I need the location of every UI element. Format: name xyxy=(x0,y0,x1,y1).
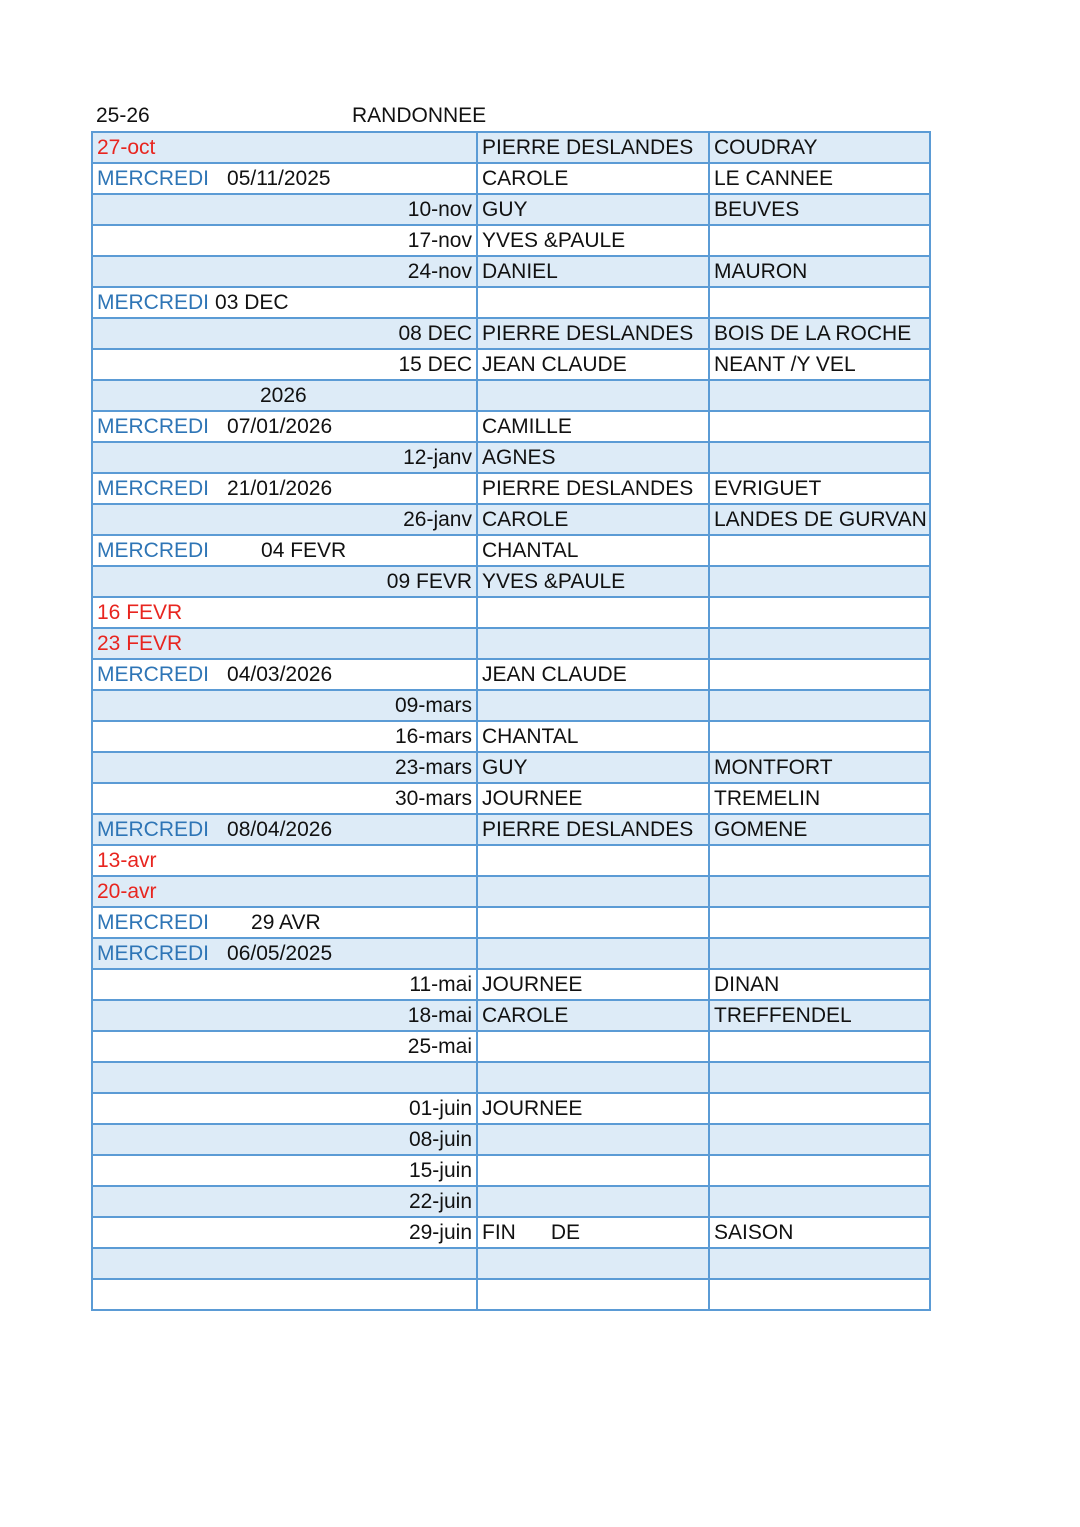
date-text: 08-juin xyxy=(408,1128,472,1151)
date-cell[interactable] xyxy=(92,690,477,721)
leader-cell[interactable] xyxy=(477,1279,709,1310)
place-cell[interactable] xyxy=(709,907,930,938)
date-cell[interactable] xyxy=(92,845,477,876)
date-text: 22-juin xyxy=(408,1190,472,1213)
leader-cell[interactable] xyxy=(477,690,709,721)
date-cell[interactable] xyxy=(92,380,477,411)
weekday-label: MERCREDI xyxy=(97,942,210,965)
schedule-row xyxy=(92,1248,930,1279)
hiking-schedule-table xyxy=(91,131,931,1311)
date-text: 12-janv xyxy=(403,446,472,469)
date-text: 24-nov xyxy=(407,260,472,283)
weekday-label: MERCREDI xyxy=(97,663,210,686)
date-cell[interactable] xyxy=(92,132,477,163)
date-text: 30-mars xyxy=(394,787,472,810)
date-text: 08/04/2026 xyxy=(227,818,333,841)
place-cell[interactable] xyxy=(709,659,930,690)
weekday-label: MERCREDI xyxy=(97,415,210,438)
schedule-row xyxy=(92,473,930,504)
date-text: 26-janv xyxy=(403,508,472,531)
leader-cell[interactable] xyxy=(477,1124,709,1155)
date-text: 09 FEVR xyxy=(386,570,472,593)
leader-cell[interactable]: CHANTAL xyxy=(477,721,709,752)
date-text: 09-mars xyxy=(394,694,472,717)
schedule-row xyxy=(92,938,930,969)
date-cell[interactable] xyxy=(92,1062,477,1093)
date-text: 04/03/2026 xyxy=(227,663,333,686)
date-cell[interactable] xyxy=(92,287,477,318)
leader-cell[interactable] xyxy=(477,628,709,659)
leader-cell[interactable]: JOURNEE xyxy=(477,1093,709,1124)
date-cell[interactable] xyxy=(92,907,477,938)
place-cell[interactable] xyxy=(709,1155,930,1186)
schedule-row xyxy=(92,783,930,814)
leader-cell[interactable]: JOURNEE xyxy=(477,783,709,814)
sheet-header xyxy=(96,101,926,131)
date-cell[interactable] xyxy=(92,1031,477,1062)
date-text: 16-mars xyxy=(394,725,472,748)
date-text: 29 AVR xyxy=(251,911,321,934)
schedule-row xyxy=(92,814,930,845)
date-text: 29-juin xyxy=(408,1221,472,1244)
place-cell[interactable]: BEUVES xyxy=(709,194,930,225)
date-cell[interactable] xyxy=(92,1124,477,1155)
leader-cell[interactable] xyxy=(477,1062,709,1093)
date-cell[interactable] xyxy=(92,752,477,783)
date-cell[interactable] xyxy=(92,442,477,473)
leader-cell[interactable]: YVES &PAULE xyxy=(477,566,709,597)
place-cell[interactable] xyxy=(709,1093,930,1124)
schedule-row xyxy=(92,504,930,535)
schedule-row xyxy=(92,411,930,442)
place-cell[interactable]: COUDRAY xyxy=(709,132,930,163)
date-text: 08 DEC xyxy=(398,322,472,345)
place-cell[interactable] xyxy=(709,876,930,907)
date-cell[interactable] xyxy=(92,566,477,597)
place-cell[interactable]: MAURON xyxy=(709,256,930,287)
schedule-row xyxy=(92,380,930,411)
date-text: 10-nov xyxy=(407,198,472,221)
schedule-row xyxy=(92,690,930,721)
schedule-row xyxy=(92,752,930,783)
weekday-label: MERCREDI xyxy=(97,291,210,314)
leader-cell[interactable] xyxy=(477,287,709,318)
date-text: 23 FEVR xyxy=(97,632,183,655)
date-text: 05/11/2025 xyxy=(227,167,331,190)
date-cell[interactable] xyxy=(92,1279,477,1310)
schedule-row xyxy=(92,1062,930,1093)
place-cell[interactable] xyxy=(709,690,930,721)
leader-cell[interactable]: PIERRE DESLANDES xyxy=(477,814,709,845)
leader-cell[interactable]: CHANTAL xyxy=(477,535,709,566)
date-cell[interactable] xyxy=(92,1186,477,1217)
weekday-label: MERCREDI xyxy=(97,477,210,500)
sheet-title: RANDONNEE xyxy=(352,104,487,127)
leader-cell[interactable]: JEAN CLAUDE xyxy=(477,659,709,690)
leader-cell[interactable]: CAROLE xyxy=(477,504,709,535)
leader-cell[interactable]: PIERRE DESLANDES xyxy=(477,318,709,349)
schedule-row xyxy=(92,163,930,194)
leader-cell[interactable]: GUY xyxy=(477,194,709,225)
leader-cell[interactable]: JEAN CLAUDE xyxy=(477,349,709,380)
date-cell[interactable] xyxy=(92,1248,477,1279)
schedule-row xyxy=(92,907,930,938)
place-cell[interactable]: EVRIGUET xyxy=(709,473,930,504)
place-cell[interactable] xyxy=(709,1279,930,1310)
schedule-row xyxy=(92,721,930,752)
schedule-row xyxy=(92,1279,930,1310)
place-cell[interactable] xyxy=(709,628,930,659)
schedule-row xyxy=(92,287,930,318)
schedule-row xyxy=(92,1093,930,1124)
schedule-row xyxy=(92,1186,930,1217)
date-cell[interactable] xyxy=(92,597,477,628)
date-cell[interactable] xyxy=(92,411,477,442)
schedule-row xyxy=(92,1031,930,1062)
leader-cell[interactable]: AGNES xyxy=(477,442,709,473)
schedule-row xyxy=(92,566,930,597)
date-cell[interactable] xyxy=(92,1217,477,1248)
weekday-label: MERCREDI xyxy=(97,167,210,190)
date-text: 25-mai xyxy=(407,1035,472,1058)
leader-cell[interactable] xyxy=(477,907,709,938)
place-cell[interactable] xyxy=(709,380,930,411)
date-text: 01-juin xyxy=(408,1097,472,1120)
place-cell[interactable] xyxy=(709,287,930,318)
schedule-row xyxy=(92,628,930,659)
date-cell[interactable] xyxy=(92,721,477,752)
date-text: 18-mai xyxy=(407,1004,472,1027)
place-cell[interactable] xyxy=(709,1062,930,1093)
date-cell[interactable] xyxy=(92,163,477,194)
date-cell[interactable] xyxy=(92,225,477,256)
date-cell[interactable] xyxy=(92,504,477,535)
schedule-row xyxy=(92,1155,930,1186)
leader-cell[interactable] xyxy=(477,938,709,969)
date-text: 23-mars xyxy=(394,756,472,779)
date-cell[interactable] xyxy=(92,659,477,690)
date-text: 17-nov xyxy=(407,229,472,252)
place-cell[interactable]: DINAN xyxy=(709,969,930,1000)
place-cell[interactable]: TREFFENDEL xyxy=(709,1000,930,1031)
leader-cell[interactable]: CAROLE xyxy=(477,163,709,194)
place-cell[interactable]: TREMELIN xyxy=(709,783,930,814)
place-cell[interactable]: LANDES DE GURVAN xyxy=(709,504,930,535)
schedule-row xyxy=(92,194,930,225)
date-cell[interactable] xyxy=(92,1093,477,1124)
place-cell[interactable]: LE CANNEE xyxy=(709,163,930,194)
schedule-row xyxy=(92,442,930,473)
date-cell[interactable] xyxy=(92,876,477,907)
date-text: 06/05/2025 xyxy=(227,942,333,965)
place-cell[interactable] xyxy=(709,225,930,256)
schedule-row xyxy=(92,845,930,876)
schedule-row xyxy=(92,535,930,566)
date-text: 13-avr xyxy=(97,849,157,872)
date-cell[interactable] xyxy=(92,473,477,504)
schedule-row xyxy=(92,132,930,163)
date-cell[interactable] xyxy=(92,628,477,659)
place-cell[interactable] xyxy=(709,566,930,597)
date-cell[interactable] xyxy=(92,938,477,969)
weekday-label: MERCREDI xyxy=(97,818,210,841)
leader-cell[interactable]: CAROLE xyxy=(477,1000,709,1031)
place-cell[interactable] xyxy=(709,845,930,876)
leader-cell[interactable] xyxy=(477,597,709,628)
place-cell[interactable] xyxy=(709,411,930,442)
leader-cell[interactable]: FIN DE xyxy=(477,1217,709,1248)
leader-cell[interactable]: JOURNEE xyxy=(477,969,709,1000)
leader-cell[interactable] xyxy=(477,1031,709,1062)
date-cell[interactable] xyxy=(92,256,477,287)
date-text: 2026 xyxy=(260,384,307,407)
date-text: 20-avr xyxy=(97,880,157,903)
leader-cell[interactable] xyxy=(477,1186,709,1217)
schedule-row xyxy=(92,1124,930,1155)
leader-cell[interactable] xyxy=(477,845,709,876)
schedule-row xyxy=(92,1217,930,1248)
place-cell[interactable]: BOIS DE LA ROCHE xyxy=(709,318,930,349)
schedule-row xyxy=(92,256,930,287)
place-cell[interactable] xyxy=(709,1124,930,1155)
place-cell[interactable] xyxy=(709,597,930,628)
place-cell[interactable] xyxy=(709,1186,930,1217)
date-cell[interactable] xyxy=(92,969,477,1000)
date-cell[interactable] xyxy=(92,194,477,225)
schedule-row xyxy=(92,318,930,349)
weekday-label: MERCREDI xyxy=(97,539,210,562)
leader-cell[interactable] xyxy=(477,1155,709,1186)
leader-cell[interactable] xyxy=(477,876,709,907)
schedule-row xyxy=(92,225,930,256)
date-cell[interactable] xyxy=(92,814,477,845)
leader-cell[interactable] xyxy=(477,1248,709,1279)
date-text: 27-oct xyxy=(97,136,156,159)
schedule-row xyxy=(92,876,930,907)
schedule-row xyxy=(92,349,930,380)
place-cell[interactable]: NEANT /Y VEL xyxy=(709,349,930,380)
date-text: 04 FEVR xyxy=(261,539,347,562)
place-cell[interactable] xyxy=(709,535,930,566)
leader-cell[interactable]: PIERRE DESLANDES xyxy=(477,473,709,504)
date-cell[interactable] xyxy=(92,535,477,566)
season-label: 25-26 xyxy=(96,104,150,127)
schedule-row xyxy=(92,1000,930,1031)
date-cell[interactable] xyxy=(92,1000,477,1031)
leader-cell[interactable] xyxy=(477,380,709,411)
date-text: 11-mai xyxy=(409,973,472,996)
date-text: 03 DEC xyxy=(215,291,289,314)
place-cell[interactable] xyxy=(709,1248,930,1279)
schedule-row xyxy=(92,597,930,628)
place-cell[interactable]: GOMENE xyxy=(709,814,930,845)
leader-cell[interactable]: GUY xyxy=(477,752,709,783)
place-cell[interactable]: MONTFORT xyxy=(709,752,930,783)
weekday-label: MERCREDI xyxy=(97,911,210,934)
date-text: 07/01/2026 xyxy=(227,415,333,438)
leader-cell[interactable]: DANIEL xyxy=(477,256,709,287)
date-cell[interactable] xyxy=(92,349,477,380)
schedule-row xyxy=(92,659,930,690)
date-cell[interactable] xyxy=(92,1155,477,1186)
place-cell[interactable] xyxy=(709,721,930,752)
leader-cell[interactable]: YVES &PAULE xyxy=(477,225,709,256)
date-text: 15 DEC xyxy=(398,353,472,376)
schedule-row xyxy=(92,969,930,1000)
date-text: 21/01/2026 xyxy=(227,477,333,500)
date-text: 16 FEVR xyxy=(97,601,183,624)
place-cell[interactable] xyxy=(709,1031,930,1062)
place-cell[interactable]: SAISON xyxy=(709,1217,930,1248)
date-cell[interactable] xyxy=(92,783,477,814)
date-cell[interactable] xyxy=(92,318,477,349)
date-text: 15-juin xyxy=(408,1159,472,1182)
place-cell[interactable] xyxy=(709,938,930,969)
schedule-body xyxy=(92,132,930,1310)
leader-cell[interactable]: CAMILLE xyxy=(477,411,709,442)
leader-cell[interactable]: PIERRE DESLANDES xyxy=(477,132,709,163)
place-cell[interactable] xyxy=(709,442,930,473)
